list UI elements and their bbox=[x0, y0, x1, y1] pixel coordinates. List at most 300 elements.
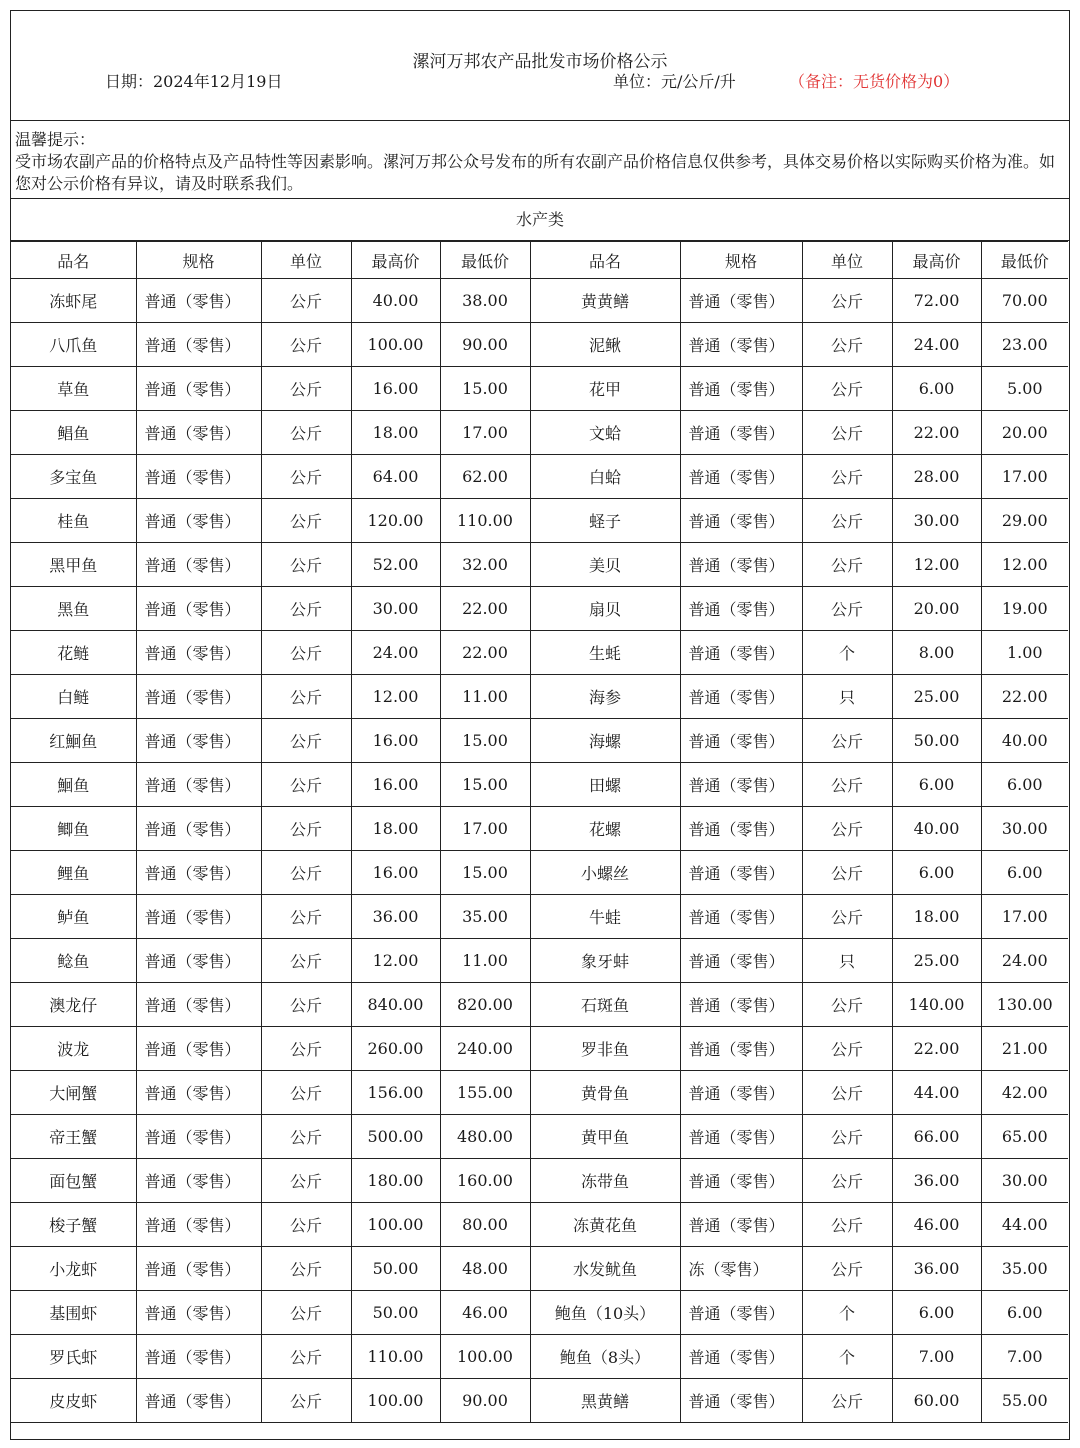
product-name-cell: 草鱼 bbox=[11, 367, 136, 411]
spec-cell: 普通（零售） bbox=[136, 1027, 261, 1071]
unit-cell: 只 bbox=[802, 939, 892, 983]
unit-cell: 公斤 bbox=[261, 763, 351, 807]
max-price-cell: 46.00 bbox=[892, 1203, 981, 1247]
unit-cell: 公斤 bbox=[261, 1203, 351, 1247]
table-row bbox=[11, 1247, 1068, 1291]
max-price-cell: 100.00 bbox=[351, 1379, 440, 1423]
max-price-cell: 6.00 bbox=[892, 367, 981, 411]
product-name-cell: 海螺 bbox=[530, 719, 680, 763]
unit-cell: 公斤 bbox=[802, 1203, 892, 1247]
min-price-cell: 12.00 bbox=[981, 543, 1068, 587]
spec-cell: 普通（零售） bbox=[136, 939, 261, 983]
min-price-cell: 35.00 bbox=[981, 1247, 1068, 1291]
unit-cell: 公斤 bbox=[261, 807, 351, 851]
unit-cell: 只 bbox=[802, 675, 892, 719]
max-price-cell: 28.00 bbox=[892, 455, 981, 499]
date-label: 日期：2024年12月19日 bbox=[105, 72, 283, 91]
spec-cell: 普通（零售） bbox=[136, 1115, 261, 1159]
min-price-cell: 160.00 bbox=[440, 1159, 530, 1203]
spec-cell: 普通（零售） bbox=[136, 1291, 261, 1335]
product-name-cell: 扇贝 bbox=[530, 587, 680, 631]
table-row bbox=[11, 895, 1068, 939]
product-name-cell: 鲍鱼（10头） bbox=[530, 1291, 680, 1335]
unit-cell: 公斤 bbox=[261, 499, 351, 543]
column-header: 单位 bbox=[802, 242, 892, 279]
spec-cell: 普通（零售） bbox=[680, 455, 802, 499]
product-name-cell: 冻虾尾 bbox=[11, 279, 136, 323]
table-row bbox=[11, 1203, 1068, 1247]
spec-cell: 普通（零售） bbox=[680, 983, 802, 1027]
product-name-cell: 花甲 bbox=[530, 367, 680, 411]
unit-cell: 公斤 bbox=[261, 719, 351, 763]
unit-cell: 公斤 bbox=[261, 675, 351, 719]
min-price-cell: 42.00 bbox=[981, 1071, 1068, 1115]
table-row bbox=[11, 983, 1068, 1027]
table-row bbox=[11, 1115, 1068, 1159]
unit-cell: 公斤 bbox=[802, 411, 892, 455]
max-price-cell: 24.00 bbox=[351, 631, 440, 675]
product-name-cell: 鲍鱼（8头） bbox=[530, 1335, 680, 1379]
unit-cell: 公斤 bbox=[802, 1027, 892, 1071]
spec-cell: 冻（零售） bbox=[680, 1247, 802, 1291]
product-name-cell: 生蚝 bbox=[530, 631, 680, 675]
product-name-cell: 黄骨鱼 bbox=[530, 1071, 680, 1115]
min-price-cell: 7.00 bbox=[981, 1335, 1068, 1379]
spec-cell: 普通（零售） bbox=[680, 543, 802, 587]
unit-cell: 公斤 bbox=[802, 499, 892, 543]
min-price-cell: 30.00 bbox=[981, 807, 1068, 851]
max-price-cell: 30.00 bbox=[892, 499, 981, 543]
spec-cell: 普通（零售） bbox=[680, 1335, 802, 1379]
product-name-cell: 冻带鱼 bbox=[530, 1159, 680, 1203]
unit-cell: 公斤 bbox=[802, 543, 892, 587]
unit-cell: 公斤 bbox=[802, 367, 892, 411]
max-price-cell: 50.00 bbox=[351, 1247, 440, 1291]
spec-cell: 普通（零售） bbox=[136, 1379, 261, 1423]
min-price-cell: 80.00 bbox=[440, 1203, 530, 1247]
unit-cell: 公斤 bbox=[802, 1247, 892, 1291]
product-name-cell: 花螺 bbox=[530, 807, 680, 851]
product-name-cell: 面包蟹 bbox=[11, 1159, 136, 1203]
table-row bbox=[11, 851, 1068, 895]
unit-cell: 公斤 bbox=[802, 851, 892, 895]
min-price-cell: 100.00 bbox=[440, 1335, 530, 1379]
min-price-cell: 32.00 bbox=[440, 543, 530, 587]
max-price-cell: 25.00 bbox=[892, 939, 981, 983]
spec-cell: 普通（零售） bbox=[136, 895, 261, 939]
unit-cell: 公斤 bbox=[802, 1115, 892, 1159]
spec-cell: 普通（零售） bbox=[136, 499, 261, 543]
spec-cell: 普通（零售） bbox=[680, 763, 802, 807]
product-name-cell: 罗氏虾 bbox=[11, 1335, 136, 1379]
spec-cell: 普通（零售） bbox=[136, 587, 261, 631]
max-price-cell: 50.00 bbox=[351, 1291, 440, 1335]
spec-cell: 普通（零售） bbox=[136, 543, 261, 587]
min-price-cell: 17.00 bbox=[440, 807, 530, 851]
table-body bbox=[11, 279, 1068, 1423]
spec-cell: 普通（零售） bbox=[680, 411, 802, 455]
spec-cell: 普通（零售） bbox=[680, 279, 802, 323]
min-price-cell: 23.00 bbox=[981, 323, 1068, 367]
max-price-cell: 16.00 bbox=[351, 719, 440, 763]
min-price-cell: 11.00 bbox=[440, 939, 530, 983]
unit-cell: 公斤 bbox=[802, 587, 892, 631]
max-price-cell: 12.00 bbox=[892, 543, 981, 587]
unit-cell: 公斤 bbox=[261, 411, 351, 455]
min-price-cell: 22.00 bbox=[440, 587, 530, 631]
spec-cell: 普通（零售） bbox=[680, 1071, 802, 1115]
product-name-cell: 黑黄鳝 bbox=[530, 1379, 680, 1423]
spec-cell: 普通（零售） bbox=[680, 499, 802, 543]
product-name-cell: 小螺丝 bbox=[530, 851, 680, 895]
table-row bbox=[11, 367, 1068, 411]
product-name-cell: 白蛤 bbox=[530, 455, 680, 499]
max-price-cell: 22.00 bbox=[892, 1027, 981, 1071]
spec-cell: 普通（零售） bbox=[680, 851, 802, 895]
table-row bbox=[11, 543, 1068, 587]
spec-cell: 普通（零售） bbox=[136, 851, 261, 895]
spec-cell: 普通（零售） bbox=[136, 411, 261, 455]
product-name-cell: 石斑鱼 bbox=[530, 983, 680, 1027]
product-name-cell: 黑鱼 bbox=[11, 587, 136, 631]
min-price-cell: 44.00 bbox=[981, 1203, 1068, 1247]
remark-note: （备注：无货价格为0） bbox=[789, 72, 960, 91]
min-price-cell: 6.00 bbox=[981, 1291, 1068, 1335]
max-price-cell: 156.00 bbox=[351, 1071, 440, 1115]
category-title: 水产类 bbox=[11, 199, 1069, 241]
max-price-cell: 24.00 bbox=[892, 323, 981, 367]
min-price-cell: 15.00 bbox=[440, 851, 530, 895]
product-name-cell: 红鮰鱼 bbox=[11, 719, 136, 763]
max-price-cell: 36.00 bbox=[351, 895, 440, 939]
max-price-cell: 40.00 bbox=[351, 279, 440, 323]
product-name-cell: 罗非鱼 bbox=[530, 1027, 680, 1071]
max-price-cell: 22.00 bbox=[892, 411, 981, 455]
table-row bbox=[11, 631, 1068, 675]
unit-cell: 公斤 bbox=[261, 1379, 351, 1423]
unit-cell: 公斤 bbox=[261, 1291, 351, 1335]
product-name-cell: 鮰鱼 bbox=[11, 763, 136, 807]
tips-section bbox=[11, 121, 1069, 199]
max-price-cell: 64.00 bbox=[351, 455, 440, 499]
max-price-cell: 16.00 bbox=[351, 763, 440, 807]
sheet-header bbox=[11, 11, 1069, 121]
table-header-row bbox=[11, 242, 1068, 279]
table-row bbox=[11, 1335, 1068, 1379]
product-name-cell: 黑甲鱼 bbox=[11, 543, 136, 587]
max-price-cell: 72.00 bbox=[892, 279, 981, 323]
product-name-cell: 泥鳅 bbox=[530, 323, 680, 367]
max-price-cell: 16.00 bbox=[351, 851, 440, 895]
column-header: 品名 bbox=[530, 242, 680, 279]
unit-cell: 公斤 bbox=[261, 1027, 351, 1071]
product-name-cell: 花鲢 bbox=[11, 631, 136, 675]
max-price-cell: 840.00 bbox=[351, 983, 440, 1027]
spec-cell: 普通（零售） bbox=[680, 1115, 802, 1159]
min-price-cell: 820.00 bbox=[440, 983, 530, 1027]
min-price-cell: 30.00 bbox=[981, 1159, 1068, 1203]
table-row bbox=[11, 1159, 1068, 1203]
min-price-cell: 17.00 bbox=[981, 895, 1068, 939]
unit-cell: 个 bbox=[802, 1335, 892, 1379]
max-price-cell: 18.00 bbox=[892, 895, 981, 939]
tips-label: 温馨提示： bbox=[15, 130, 96, 149]
max-price-cell: 18.00 bbox=[351, 807, 440, 851]
min-price-cell: 35.00 bbox=[440, 895, 530, 939]
product-name-cell: 大闸蟹 bbox=[11, 1071, 136, 1115]
product-name-cell: 鲫鱼 bbox=[11, 807, 136, 851]
min-price-cell: 70.00 bbox=[981, 279, 1068, 323]
unit-cell: 公斤 bbox=[802, 763, 892, 807]
unit-cell: 公斤 bbox=[802, 279, 892, 323]
product-name-cell: 水发鱿鱼 bbox=[530, 1247, 680, 1291]
max-price-cell: 36.00 bbox=[892, 1159, 981, 1203]
unit-cell: 公斤 bbox=[802, 895, 892, 939]
table-row bbox=[11, 1379, 1068, 1423]
max-price-cell: 140.00 bbox=[892, 983, 981, 1027]
min-price-cell: 15.00 bbox=[440, 763, 530, 807]
max-price-cell: 100.00 bbox=[351, 1203, 440, 1247]
spec-cell: 普通（零售） bbox=[136, 675, 261, 719]
unit-cell: 个 bbox=[802, 1291, 892, 1335]
product-name-cell: 皮皮虾 bbox=[11, 1379, 136, 1423]
product-name-cell: 波龙 bbox=[11, 1027, 136, 1071]
spec-cell: 普通（零售） bbox=[136, 279, 261, 323]
max-price-cell: 30.00 bbox=[351, 587, 440, 631]
spec-cell: 普通（零售） bbox=[136, 807, 261, 851]
column-header: 规格 bbox=[680, 242, 802, 279]
product-name-cell: 黄甲鱼 bbox=[530, 1115, 680, 1159]
spec-cell: 普通（零售） bbox=[136, 763, 261, 807]
max-price-cell: 180.00 bbox=[351, 1159, 440, 1203]
column-header: 最高价 bbox=[892, 242, 981, 279]
min-price-cell: 24.00 bbox=[981, 939, 1068, 983]
max-price-cell: 60.00 bbox=[892, 1379, 981, 1423]
product-name-cell: 海参 bbox=[530, 675, 680, 719]
spec-cell: 普通（零售） bbox=[136, 323, 261, 367]
product-name-cell: 帝王蟹 bbox=[11, 1115, 136, 1159]
min-price-cell: 130.00 bbox=[981, 983, 1068, 1027]
unit-cell: 公斤 bbox=[261, 1335, 351, 1379]
price-table bbox=[11, 241, 1068, 1423]
product-name-cell: 鲈鱼 bbox=[11, 895, 136, 939]
spec-cell: 普通（零售） bbox=[680, 631, 802, 675]
price-sheet bbox=[10, 10, 1070, 1440]
unit-cell: 公斤 bbox=[261, 367, 351, 411]
unit-cell: 公斤 bbox=[802, 983, 892, 1027]
unit-cell: 公斤 bbox=[261, 455, 351, 499]
product-name-cell: 澳龙仔 bbox=[11, 983, 136, 1027]
spec-cell: 普通（零售） bbox=[136, 719, 261, 763]
unit-cell: 公斤 bbox=[802, 1071, 892, 1115]
table-row bbox=[11, 587, 1068, 631]
unit-cell: 公斤 bbox=[261, 1247, 351, 1291]
min-price-cell: 90.00 bbox=[440, 1379, 530, 1423]
max-price-cell: 50.00 bbox=[892, 719, 981, 763]
spec-cell: 普通（零售） bbox=[136, 983, 261, 1027]
max-price-cell: 36.00 bbox=[892, 1247, 981, 1291]
max-price-cell: 66.00 bbox=[892, 1115, 981, 1159]
product-name-cell: 田螺 bbox=[530, 763, 680, 807]
unit-cell: 公斤 bbox=[802, 455, 892, 499]
min-price-cell: 110.00 bbox=[440, 499, 530, 543]
spec-cell: 普通（零售） bbox=[680, 1379, 802, 1423]
table-row bbox=[11, 1071, 1068, 1115]
table-row bbox=[11, 807, 1068, 851]
product-name-cell: 冻黄花鱼 bbox=[530, 1203, 680, 1247]
min-price-cell: 21.00 bbox=[981, 1027, 1068, 1071]
spec-cell: 普通（零售） bbox=[680, 1291, 802, 1335]
unit-cell: 公斤 bbox=[261, 279, 351, 323]
max-price-cell: 25.00 bbox=[892, 675, 981, 719]
spec-cell: 普通（零售） bbox=[680, 895, 802, 939]
max-price-cell: 12.00 bbox=[351, 675, 440, 719]
table-row bbox=[11, 279, 1068, 323]
min-price-cell: 15.00 bbox=[440, 719, 530, 763]
spec-cell: 普通（零售） bbox=[136, 1203, 261, 1247]
product-name-cell: 桂鱼 bbox=[11, 499, 136, 543]
table-row bbox=[11, 1291, 1068, 1335]
min-price-cell: 11.00 bbox=[440, 675, 530, 719]
unit-cell: 公斤 bbox=[261, 631, 351, 675]
spec-cell: 普通（零售） bbox=[136, 1071, 261, 1115]
min-price-cell: 17.00 bbox=[440, 411, 530, 455]
product-name-cell: 小龙虾 bbox=[11, 1247, 136, 1291]
spec-cell: 普通（零售） bbox=[680, 1159, 802, 1203]
table-row bbox=[11, 763, 1068, 807]
min-price-cell: 5.00 bbox=[981, 367, 1068, 411]
unit-cell: 公斤 bbox=[261, 1159, 351, 1203]
column-header: 最低价 bbox=[440, 242, 530, 279]
min-price-cell: 55.00 bbox=[981, 1379, 1068, 1423]
unit-cell: 公斤 bbox=[802, 807, 892, 851]
min-price-cell: 15.00 bbox=[440, 367, 530, 411]
spec-cell: 普通（零售） bbox=[680, 323, 802, 367]
min-price-cell: 480.00 bbox=[440, 1115, 530, 1159]
min-price-cell: 62.00 bbox=[440, 455, 530, 499]
max-price-cell: 6.00 bbox=[892, 763, 981, 807]
product-name-cell: 基围虾 bbox=[11, 1291, 136, 1335]
spec-cell: 普通（零售） bbox=[680, 675, 802, 719]
product-name-cell: 美贝 bbox=[530, 543, 680, 587]
spec-cell: 普通（零售） bbox=[680, 1203, 802, 1247]
product-name-cell: 蛏子 bbox=[530, 499, 680, 543]
spec-cell: 普通（零售） bbox=[680, 1027, 802, 1071]
min-price-cell: 19.00 bbox=[981, 587, 1068, 631]
min-price-cell: 90.00 bbox=[440, 323, 530, 367]
min-price-cell: 6.00 bbox=[981, 851, 1068, 895]
min-price-cell: 22.00 bbox=[440, 631, 530, 675]
min-price-cell: 20.00 bbox=[981, 411, 1068, 455]
min-price-cell: 46.00 bbox=[440, 1291, 530, 1335]
min-price-cell: 155.00 bbox=[440, 1071, 530, 1115]
max-price-cell: 7.00 bbox=[892, 1335, 981, 1379]
max-price-cell: 20.00 bbox=[892, 587, 981, 631]
min-price-cell: 29.00 bbox=[981, 499, 1068, 543]
table-row bbox=[11, 719, 1068, 763]
min-price-cell: 22.00 bbox=[981, 675, 1068, 719]
unit-cell: 公斤 bbox=[261, 895, 351, 939]
min-price-cell: 240.00 bbox=[440, 1027, 530, 1071]
table-row bbox=[11, 411, 1068, 455]
product-name-cell: 梭子蟹 bbox=[11, 1203, 136, 1247]
product-name-cell: 鲳鱼 bbox=[11, 411, 136, 455]
min-price-cell: 17.00 bbox=[981, 455, 1068, 499]
max-price-cell: 110.00 bbox=[351, 1335, 440, 1379]
spec-cell: 普通（零售） bbox=[136, 367, 261, 411]
table-row bbox=[11, 675, 1068, 719]
spec-cell: 普通（零售） bbox=[136, 1159, 261, 1203]
spec-cell: 普通（零售） bbox=[680, 719, 802, 763]
unit-cell: 公斤 bbox=[802, 1159, 892, 1203]
min-price-cell: 1.00 bbox=[981, 631, 1068, 675]
column-header: 最高价 bbox=[351, 242, 440, 279]
column-header: 最低价 bbox=[981, 242, 1068, 279]
product-name-cell: 八爪鱼 bbox=[11, 323, 136, 367]
table-row bbox=[11, 323, 1068, 367]
table-row bbox=[11, 455, 1068, 499]
max-price-cell: 44.00 bbox=[892, 1071, 981, 1115]
unit-cell: 公斤 bbox=[802, 323, 892, 367]
product-name-cell: 牛蛙 bbox=[530, 895, 680, 939]
column-header: 规格 bbox=[136, 242, 261, 279]
spec-cell: 普通（零售） bbox=[136, 455, 261, 499]
max-price-cell: 16.00 bbox=[351, 367, 440, 411]
column-header: 品名 bbox=[11, 242, 136, 279]
tips-text: 受市场农副产品的价格特点及产品特性等因素影响。漯河万邦公众号发布的所有农副产品价格信息仅供参考，具体交易价格以实际购买价格为准。如您对公示价格有异议，请及时联系我们。 bbox=[15, 152, 1056, 193]
max-price-cell: 120.00 bbox=[351, 499, 440, 543]
page-title: 漯河万邦农产品批发市场价格公示 bbox=[412, 52, 668, 72]
column-header: 单位 bbox=[261, 242, 351, 279]
unit-cell: 公斤 bbox=[261, 851, 351, 895]
max-price-cell: 12.00 bbox=[351, 939, 440, 983]
min-price-cell: 65.00 bbox=[981, 1115, 1068, 1159]
unit-cell: 公斤 bbox=[802, 719, 892, 763]
table-row bbox=[11, 1027, 1068, 1071]
unit-cell: 公斤 bbox=[261, 543, 351, 587]
product-name-cell: 鲶鱼 bbox=[11, 939, 136, 983]
max-price-cell: 260.00 bbox=[351, 1027, 440, 1071]
max-price-cell: 40.00 bbox=[892, 807, 981, 851]
table-row bbox=[11, 939, 1068, 983]
unit-cell: 公斤 bbox=[261, 1071, 351, 1115]
unit-cell: 公斤 bbox=[261, 1115, 351, 1159]
table-row bbox=[11, 499, 1068, 543]
spec-cell: 普通（零售） bbox=[680, 587, 802, 631]
spec-cell: 普通（零售） bbox=[136, 631, 261, 675]
unit-cell: 公斤 bbox=[802, 1379, 892, 1423]
unit-cell: 公斤 bbox=[261, 323, 351, 367]
min-price-cell: 48.00 bbox=[440, 1247, 530, 1291]
spec-cell: 普通（零售） bbox=[680, 939, 802, 983]
product-name-cell: 文蛤 bbox=[530, 411, 680, 455]
min-price-cell: 38.00 bbox=[440, 279, 530, 323]
max-price-cell: 6.00 bbox=[892, 851, 981, 895]
unit-label: 单位：元/公斤/升 bbox=[613, 72, 736, 91]
unit-cell: 公斤 bbox=[261, 587, 351, 631]
product-name-cell: 白鲢 bbox=[11, 675, 136, 719]
product-name-cell: 象牙蚌 bbox=[530, 939, 680, 983]
min-price-cell: 6.00 bbox=[981, 763, 1068, 807]
max-price-cell: 500.00 bbox=[351, 1115, 440, 1159]
spec-cell: 普通（零售） bbox=[680, 807, 802, 851]
spec-cell: 普通（零售） bbox=[136, 1247, 261, 1291]
max-price-cell: 18.00 bbox=[351, 411, 440, 455]
max-price-cell: 52.00 bbox=[351, 543, 440, 587]
product-name-cell: 黄黄鳝 bbox=[530, 279, 680, 323]
unit-cell: 公斤 bbox=[261, 939, 351, 983]
unit-cell: 公斤 bbox=[261, 983, 351, 1027]
